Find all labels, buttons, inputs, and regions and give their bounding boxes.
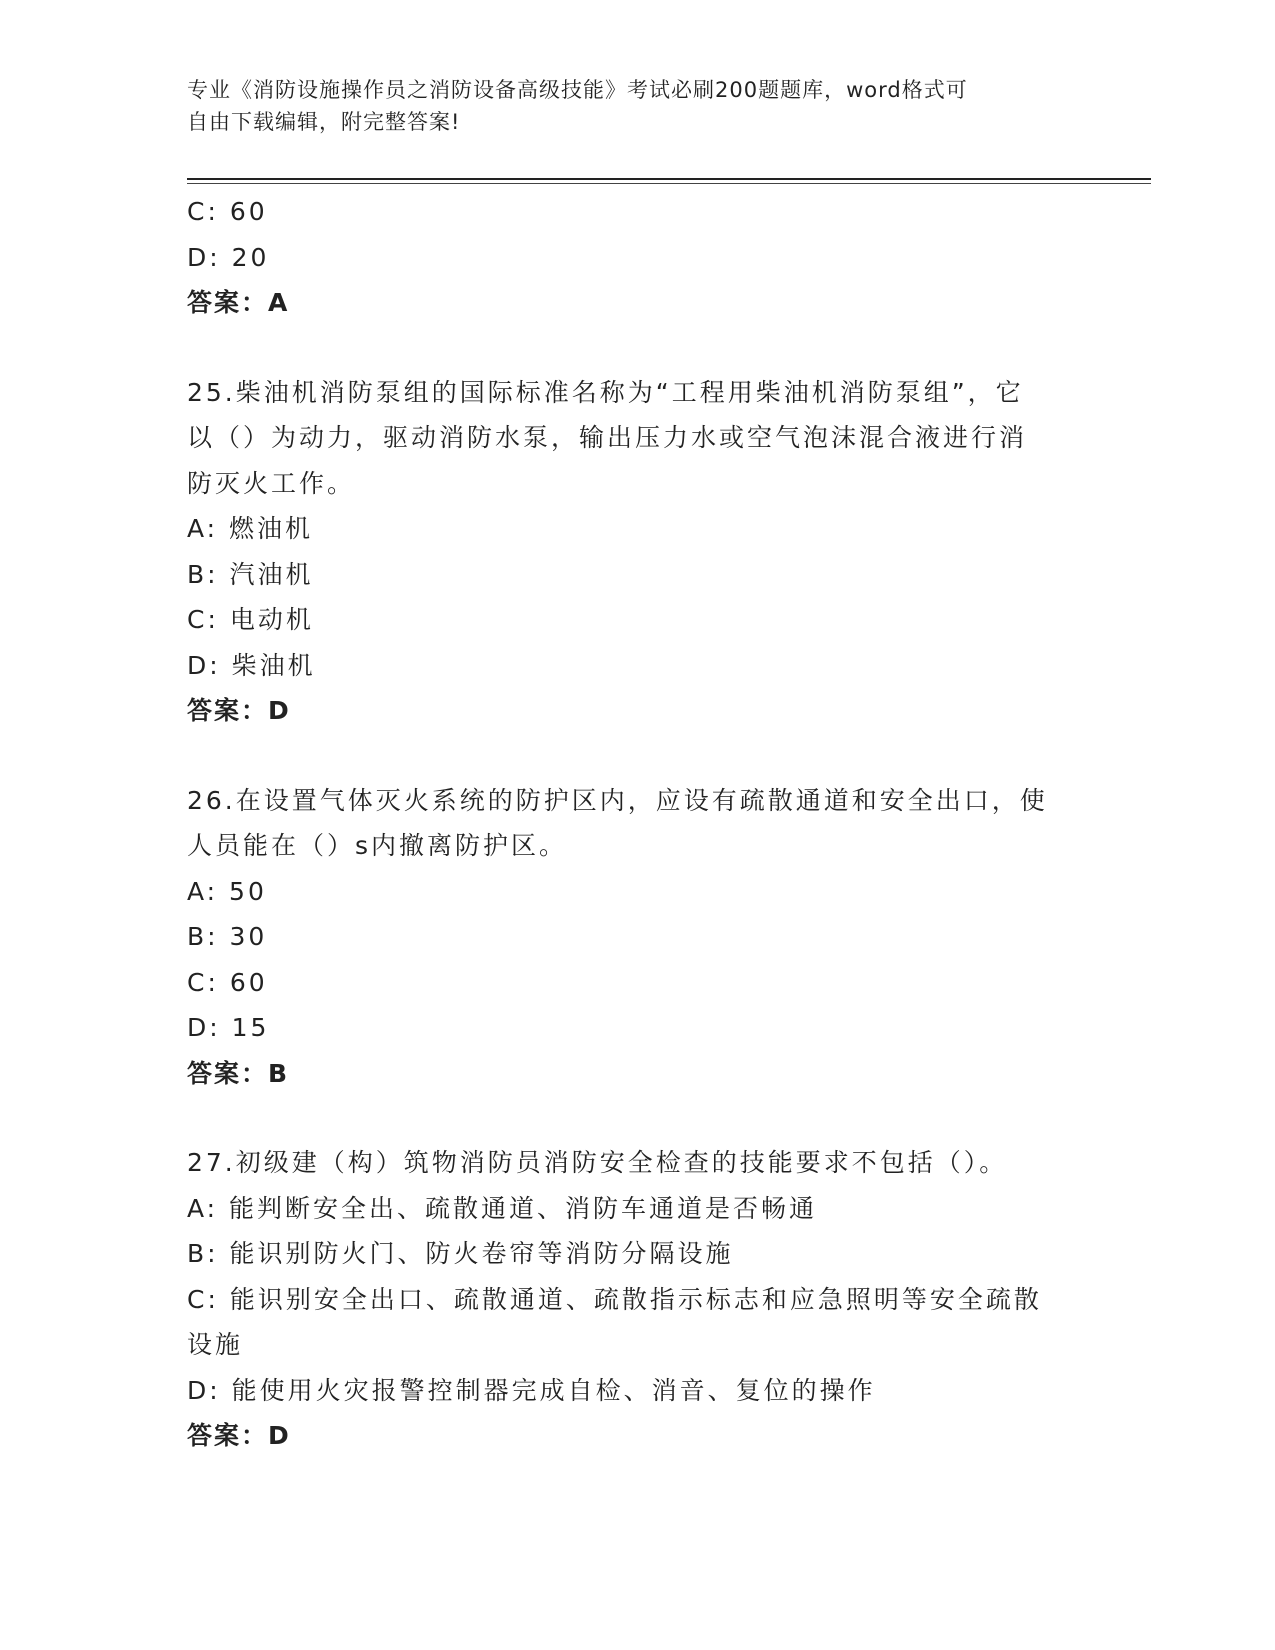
option-a: A: 能判断安全出、疏散通道、消防车通道是否畅通 — [187, 1193, 818, 1223]
header-rule-thick — [187, 178, 1151, 180]
option-a: A: 燃油机 — [187, 514, 314, 543]
header-line-1: 专业《消防设施操作员之消防设备高级技能》考试必刷200题题库，word格式可 — [187, 78, 968, 102]
option-c: C: 能识别安全出口、疏散通道、疏散指示标志和应急照明等安全疏散 — [187, 1284, 1042, 1314]
question-text-line: 25.柴油机消防泵组的国际标准名称为“工程用柴油机消防泵组”，它 — [187, 377, 1024, 407]
previous-question-tail — [187, 189, 1087, 326]
answer: 答案：B — [187, 1058, 290, 1088]
question-27 — [187, 1140, 1087, 1459]
option-b: B: 30 — [187, 922, 268, 951]
header-line-2: 自由下载编辑，附完整答案! — [187, 110, 461, 134]
option-d: D: 柴油机 — [187, 650, 316, 680]
question-text-line: 人员能在（）s内撤离防护区。 — [187, 831, 568, 860]
header-rule-thin — [187, 183, 1151, 184]
option-a: A: 50 — [187, 876, 267, 906]
option-c: C: 60 — [187, 967, 268, 997]
option-b: B: 能识别防火门、防火卷帘等消防分隔设施 — [187, 1239, 734, 1268]
answer: 答案：D — [187, 1421, 291, 1450]
option-c-continued: 设施 — [187, 1330, 244, 1359]
question-25 — [187, 370, 1087, 734]
document-header — [187, 74, 1067, 138]
question-text-line: 防灭火工作。 — [187, 468, 356, 498]
document-body — [187, 189, 1087, 1459]
question-text-line: 26.在设置气体灭火系统的防护区内，应设有疏散通道和安全出口，使 — [187, 785, 1048, 815]
answer: 答案：D — [187, 696, 291, 725]
question-text-line: 以（）为动力，驱动消防水泵，输出压力水或空气泡沫混合液进行消 — [187, 423, 1028, 452]
option-c: C: 电动机 — [187, 605, 314, 634]
question-26 — [187, 778, 1087, 1097]
answer: 答案：A — [187, 288, 290, 317]
question-text-line: 27.初级建（构）筑物消防员消防安全检查的技能要求不包括（）。 — [187, 1148, 1008, 1177]
option-b: B: 汽油机 — [187, 559, 314, 589]
option-c: C: 60 — [187, 197, 268, 226]
option-d: D: 20 — [187, 242, 270, 272]
option-d: D: 15 — [187, 1013, 270, 1042]
option-d: D: 能使用火灾报警控制器完成自检、消音、复位的操作 — [187, 1375, 876, 1405]
